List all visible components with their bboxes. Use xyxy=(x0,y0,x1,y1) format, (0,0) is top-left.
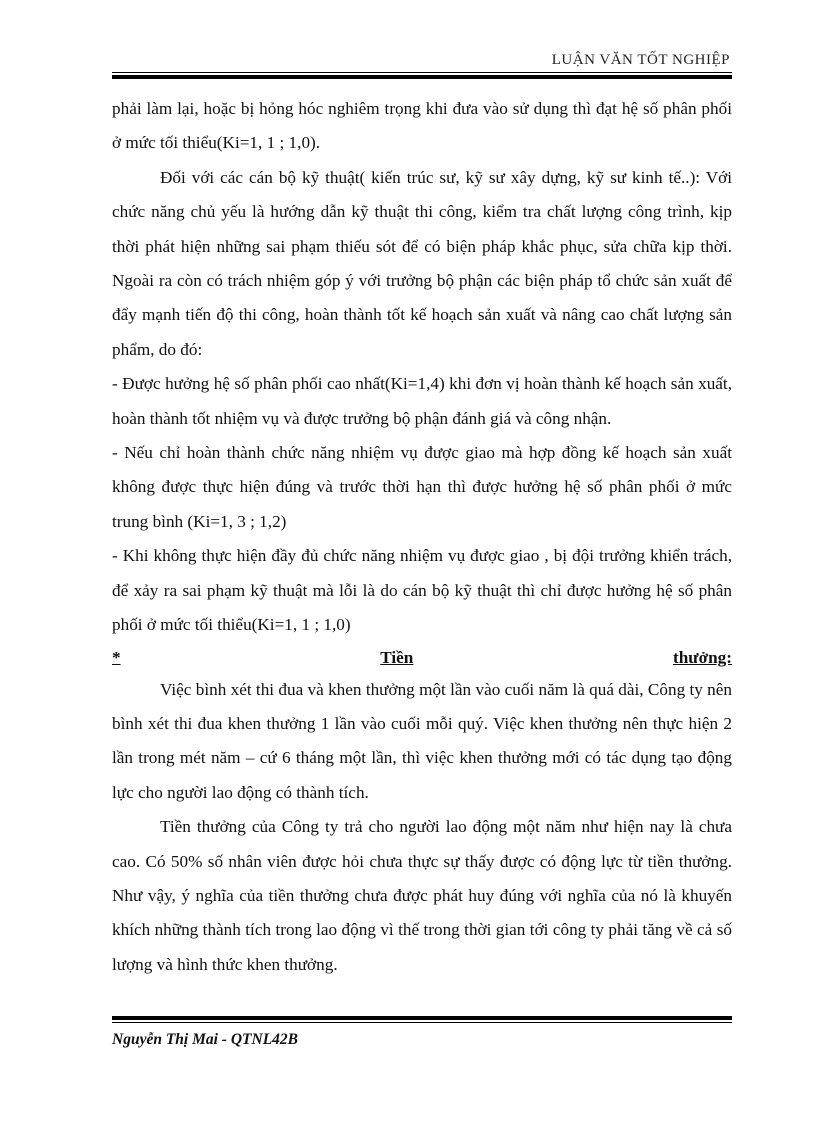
section-heading-word: thưởng: xyxy=(673,647,732,667)
paragraph: phải làm lại, hoặc bị hỏng hóc nghiêm trọng khi đưa vào sử dụng thì đạt hệ số phân phối ở mức tối thiểu(Ki=1, 1 ; 1,0). xyxy=(112,99,732,153)
paragraph: Đối với các cán bộ kỹ thuật( kiến trúc sư, kỹ sư xây dựng, kỹ sư kinh tế..): Với chức năng chủ yếu là hướng dẫn kỹ thuật thi công, kiểm tra chất lượng công trình, kịp thời phát hiện những sai phạm thiếu sót để có biện pháp khắc phục, sửa chữa kịp thời. Ngoài ra còn có trách nhiệm góp ý với trưởng bộ phận các biện pháp tổ chức sản xuất để đẩy mạnh tiến độ thi công, hoàn thành tốt kế hoạch sản xuất và nâng cao chất lượng sản phẩm, do đó: xyxy=(112,167,732,359)
paragraph: Việc bình xét thi đua và khen thưởng một lần vào cuối năm là quá dài, Công ty nên bình xét thi đua khen thưởng 1 lần vào cuối mỗi quý. Việc khen thưởng nên thực hiện 2 lần trong mét năm – cứ 6 tháng một lần, thì việc khen thưởng mới có tác dụng tạo động lực cho người lao động có thành tích. xyxy=(112,679,732,802)
footer-author: Nguyễn Thị Mai - QTNL42B xyxy=(112,1031,298,1048)
footer-rule-thin xyxy=(112,1022,732,1023)
section-heading-word: Tiền xyxy=(380,647,414,667)
document-body xyxy=(112,92,732,982)
bullet-paragraph: - Nếu chỉ hoàn thành chức năng nhiệm vụ được giao mà hợp đồng kế hoạch sản xuất không được thực hiện đúng và trước thời hạn thì được hưởng hệ số phân phối ở mức trung bình (Ki=1, 3 ; 1,2) xyxy=(112,443,732,531)
section-heading xyxy=(112,643,732,673)
header-title: LUẬN VĂN TỐT NGHIỆP xyxy=(551,52,730,68)
header-rule-thin xyxy=(112,72,732,73)
section-marker: * xyxy=(112,647,121,667)
bullet-paragraph: - Khi không thực hiện đầy đủ chức năng nhiệm vụ được giao , bị đội trưởng khiển trách, để xảy ra sai phạm kỹ thuật mà lỗi là do cán bộ kỹ thuật thì chỉ được hưởng hệ số phân phối ở mức tối thiểu(Ki=1, 1 ; 1,0) xyxy=(112,546,732,635)
bullet-paragraph: - Được hưởng hệ số phân phối cao nhất(Ki=1,4) khi đơn vị hoàn thành kế hoạch sản xuất, hoàn thành tốt nhiệm vụ và được trưởng bộ phận đánh giá và công nhận. xyxy=(112,374,732,428)
footer-rule-thick xyxy=(112,1016,732,1020)
paragraph: Tiền thưởng của Công ty trả cho người lao động một năm như hiện nay là chưa cao. Có 50% số nhân viên được hỏi chưa thực sự thấy được có động lực từ tiền thưởng. Như vậy, ý nghĩa của tiền thưởng chưa được phát huy đúng với nghĩa của nó là khuyến khích những thành tích trong lao động vì thế trong thời gian tới công ty phải tăng về cả số lượng và hình thức khen thưởng. xyxy=(112,817,732,974)
header-rule-thick xyxy=(112,75,732,79)
